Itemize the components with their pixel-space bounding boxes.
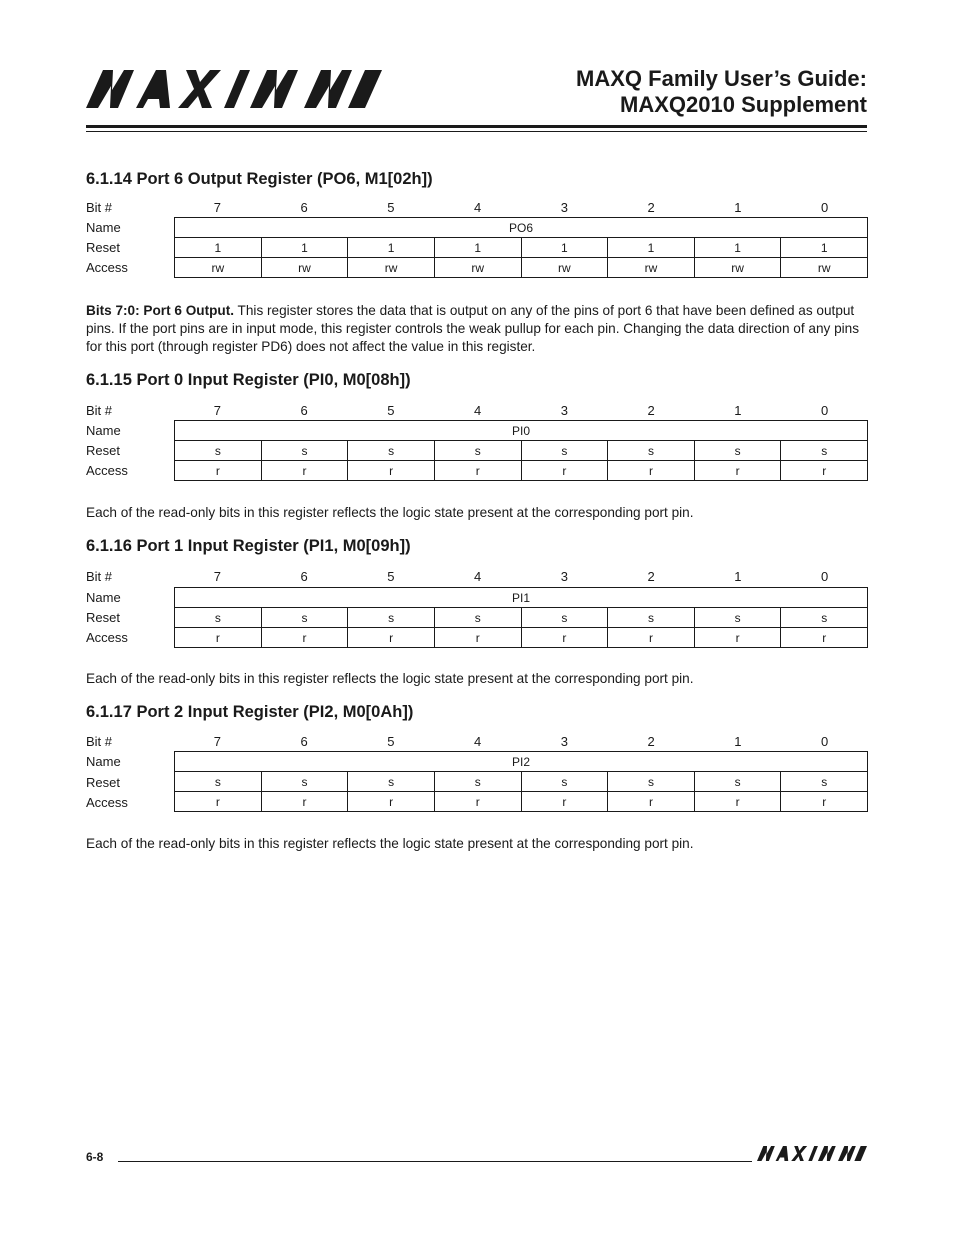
bit-number: 6 (300, 569, 308, 584)
bit-number: 1 (734, 734, 742, 749)
reset-cell: s (434, 441, 521, 461)
description-pi0: Each of the read-only bits in this register reflects the logic state present at the corresponding port pin. (86, 505, 694, 520)
document-title-line2: MAXQ2010 Supplement (620, 92, 867, 117)
reset-cell: s (781, 608, 868, 628)
bit-number: 3 (560, 403, 568, 418)
row-label-reset: Reset (86, 443, 120, 458)
description-po6 (86, 302, 868, 356)
row-label-bit: Bit # (86, 200, 113, 215)
access-cell: r (175, 628, 262, 648)
row-label-access: Access (86, 795, 128, 810)
reset-cell: 1 (348, 238, 435, 258)
register-table-pi1 (86, 569, 868, 652)
maxim-logo (86, 70, 382, 108)
access-cell: r (521, 461, 608, 481)
access-cell: r (608, 461, 695, 481)
row-label-reset: Reset (86, 610, 120, 625)
reset-cell: s (608, 772, 695, 792)
reset-cell: s (348, 441, 435, 461)
access-row (175, 792, 868, 812)
row-label-bit: Bit # (86, 403, 113, 418)
reset-cell: 1 (781, 238, 868, 258)
description-pi2: Each of the read-only bits in this register reflects the logic state present at the corresponding port pin. (86, 836, 694, 851)
page-number: 6-8 (86, 1150, 104, 1164)
bit-number: 1 (734, 403, 742, 418)
row-label-access: Access (86, 630, 128, 645)
name-row (175, 588, 868, 608)
row-label-name: Name (86, 423, 121, 438)
access-cell: r (694, 461, 781, 481)
section-title-pi0: 6.1.15 Port 0 Input Register (PI0, M0[08h]) (86, 371, 411, 389)
access-cell: rw (781, 258, 868, 278)
bit-number-row (174, 734, 868, 750)
bit-number: 5 (387, 200, 395, 215)
document-title (576, 66, 867, 118)
access-cell: rw (694, 258, 781, 278)
reset-cell: s (608, 608, 695, 628)
reset-cell: s (175, 608, 262, 628)
access-cell: rw (434, 258, 521, 278)
access-cell: r (434, 628, 521, 648)
bit-number: 2 (647, 734, 655, 749)
access-cell: rw (261, 258, 348, 278)
reset-cell: 1 (694, 238, 781, 258)
register-grid (174, 587, 868, 648)
access-cell: rw (175, 258, 262, 278)
bit-number: 0 (821, 569, 829, 584)
section-title-pi2: 6.1.17 Port 2 Input Register (PI2, M0[0Ah]) (86, 703, 414, 721)
access-cell: r (348, 461, 435, 481)
access-cell: r (694, 792, 781, 812)
bit-number: 7 (213, 403, 221, 418)
name-row (175, 752, 868, 772)
reset-row (175, 441, 868, 461)
access-cell: r (608, 628, 695, 648)
description-pi1: Each of the read-only bits in this register reflects the logic state present at the corresponding port pin. (86, 671, 694, 686)
section-title-po6: 6.1.14 Port 6 Output Register (PO6, M1[02h]) (86, 170, 433, 188)
row-label-reset: Reset (86, 240, 120, 255)
bit-number-row (174, 569, 868, 585)
access-row (175, 258, 868, 278)
access-cell: r (781, 792, 868, 812)
reset-cell: 1 (608, 238, 695, 258)
reset-cell: s (261, 772, 348, 792)
section-title-pi1: 6.1.16 Port 1 Input Register (PI1, M0[09h]) (86, 537, 411, 555)
reset-cell: 1 (521, 238, 608, 258)
bit-number: 4 (474, 200, 482, 215)
access-cell: r (348, 628, 435, 648)
reset-cell: 1 (434, 238, 521, 258)
register-grid (174, 420, 868, 481)
bit-number: 4 (474, 569, 482, 584)
reset-cell: s (175, 441, 262, 461)
reset-cell: s (521, 608, 608, 628)
bit-number: 6 (300, 403, 308, 418)
reset-cell: s (434, 608, 521, 628)
bit-number: 6 (300, 200, 308, 215)
access-cell: rw (608, 258, 695, 278)
reset-cell: s (261, 441, 348, 461)
bit-number: 3 (560, 569, 568, 584)
bit-number: 0 (821, 734, 829, 749)
bit-number-row (174, 403, 868, 419)
reset-cell: s (781, 441, 868, 461)
register-name-cell: PI2 (175, 752, 868, 772)
description-text: This register stores the data that is output on any of the pins of port 6 that have been defined as output pins. If the port pins are in input mode, this register controls the weak pullup for each pin. Changing the data direction of any pins for this port (through register PD6) does not affect the value in this register. (86, 303, 860, 354)
header-rule (86, 125, 867, 128)
access-cell: r (781, 461, 868, 481)
register-table-pi0 (86, 403, 868, 486)
bit-number: 5 (387, 569, 395, 584)
name-row (175, 421, 868, 441)
bit-number: 6 (300, 734, 308, 749)
document-title-line1: MAXQ Family User’s Guide: (576, 66, 867, 91)
row-label-name: Name (86, 220, 121, 235)
bit-number: 7 (213, 200, 221, 215)
bit-number: 5 (387, 734, 395, 749)
row-label-bit: Bit # (86, 734, 113, 749)
access-cell: rw (348, 258, 435, 278)
bit-number: 7 (213, 734, 221, 749)
reset-cell: s (434, 772, 521, 792)
bit-number: 3 (560, 200, 568, 215)
register-name-cell: PI0 (175, 421, 868, 441)
bit-number: 2 (647, 403, 655, 418)
access-cell: r (175, 792, 262, 812)
bit-number: 5 (387, 403, 395, 418)
access-cell: r (521, 792, 608, 812)
reset-cell: 1 (175, 238, 262, 258)
header-rule-thin (86, 131, 867, 132)
bit-number: 1 (734, 200, 742, 215)
bit-number-row (174, 200, 868, 216)
access-row (175, 461, 868, 481)
access-row (175, 628, 868, 648)
reset-cell: s (781, 772, 868, 792)
row-label-name: Name (86, 590, 121, 605)
access-cell: rw (521, 258, 608, 278)
bit-number: 3 (560, 734, 568, 749)
reset-cell: 1 (261, 238, 348, 258)
reset-cell: s (175, 772, 262, 792)
access-cell: r (348, 792, 435, 812)
name-row (175, 218, 868, 238)
access-cell: r (261, 461, 348, 481)
access-cell: r (261, 792, 348, 812)
reset-cell: s (694, 441, 781, 461)
access-cell: r (694, 628, 781, 648)
access-cell: r (434, 792, 521, 812)
register-name-cell: PI1 (175, 588, 868, 608)
row-label-bit: Bit # (86, 569, 113, 584)
bit-number: 0 (821, 200, 829, 215)
reset-cell: s (521, 441, 608, 461)
bit-number: 4 (474, 403, 482, 418)
access-cell: r (521, 628, 608, 648)
bit-number: 2 (647, 200, 655, 215)
register-grid (174, 217, 868, 278)
reset-cell: s (261, 608, 348, 628)
bit-number: 4 (474, 734, 482, 749)
footer-rule (118, 1161, 752, 1162)
reset-row (175, 772, 868, 792)
row-label-access: Access (86, 463, 128, 478)
access-cell: r (608, 792, 695, 812)
reset-cell: s (348, 772, 435, 792)
register-table-pi2 (86, 734, 868, 817)
access-cell: r (434, 461, 521, 481)
reset-row (175, 608, 868, 628)
register-table-po6 (86, 200, 868, 283)
register-name-cell: PO6 (175, 218, 868, 238)
bit-number: 0 (821, 403, 829, 418)
bit-number: 1 (734, 569, 742, 584)
reset-row (175, 238, 868, 258)
reset-cell: s (694, 772, 781, 792)
bit-number: 7 (213, 569, 221, 584)
access-cell: r (175, 461, 262, 481)
row-label-reset: Reset (86, 775, 120, 790)
description-bold-lead: Bits 7:0: Port 6 Output. (86, 303, 235, 318)
reset-cell: s (348, 608, 435, 628)
register-grid (174, 751, 868, 812)
reset-cell: s (521, 772, 608, 792)
reset-cell: s (694, 608, 781, 628)
access-cell: r (261, 628, 348, 648)
maxim-logo-footer (757, 1146, 867, 1161)
row-label-access: Access (86, 260, 128, 275)
bit-number: 2 (647, 569, 655, 584)
reset-cell: s (608, 441, 695, 461)
row-label-name: Name (86, 754, 121, 769)
access-cell: r (781, 628, 868, 648)
